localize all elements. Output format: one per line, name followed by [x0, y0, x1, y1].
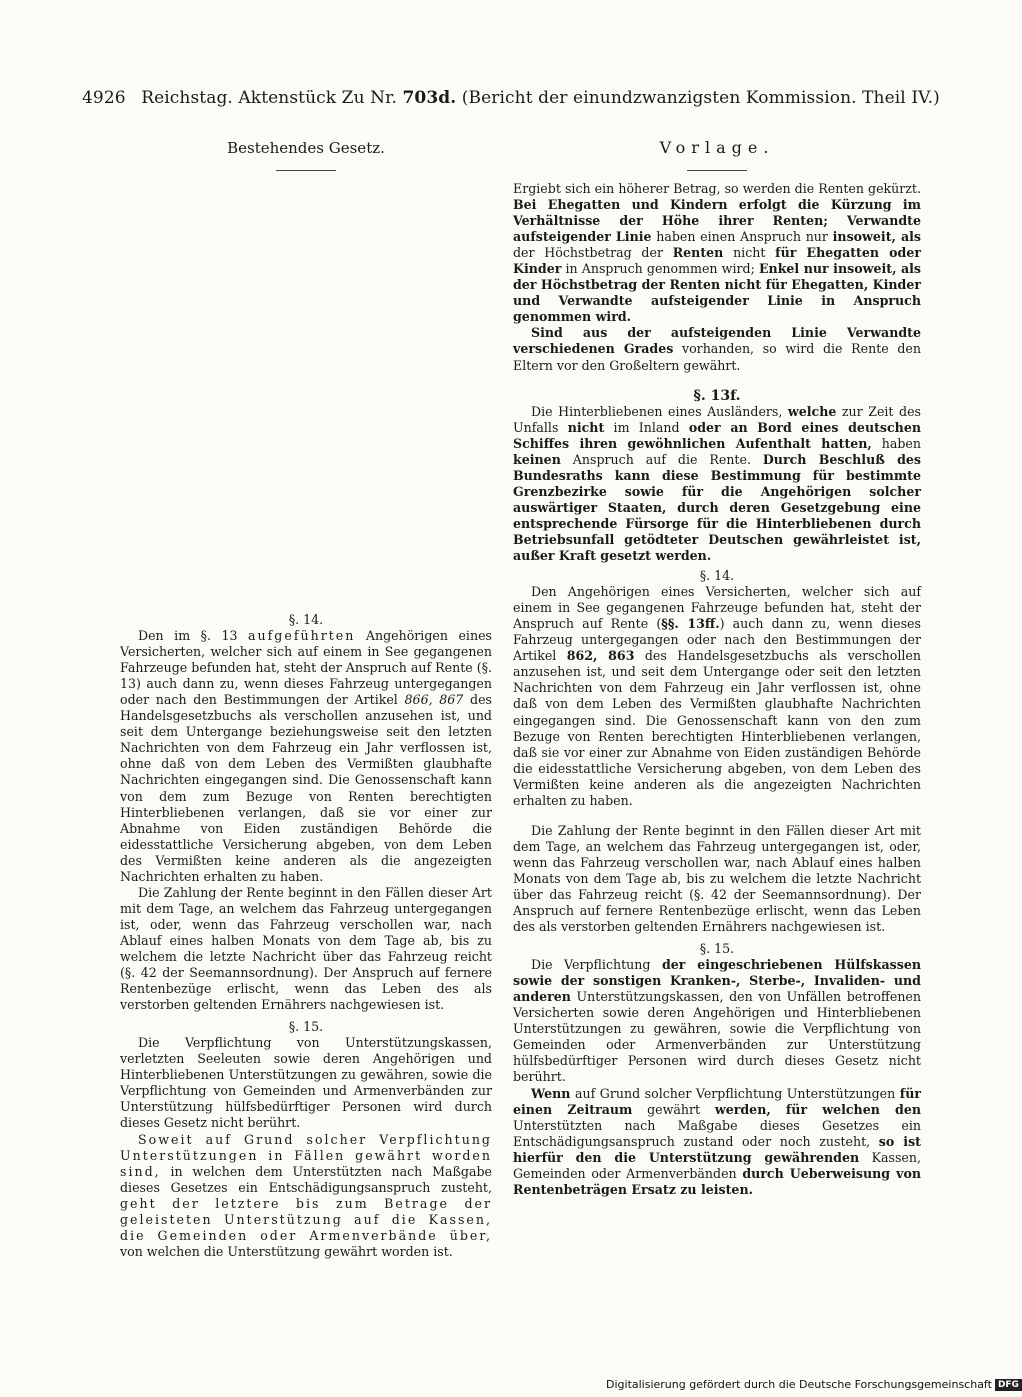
left-s14-heading: §. 14.	[288, 612, 324, 627]
right-s15-paragraph-2	[513, 1086, 921, 1198]
text-run: Anspruch auf die Rente.	[560, 451, 763, 467]
text-run: Kassen, Gemeinden oder Armenverbänden	[513, 1149, 922, 1181]
right-s14-paragraph-1	[513, 584, 921, 809]
right-s15-paragraph-1	[513, 957, 921, 1085]
spaced-text: geht der letztere bis zum Betrage der geleisteten Unterstützung auf die Kassen, die Gemeinden oder Armenverbände über,	[120, 1195, 492, 1243]
bold-text: welche	[787, 403, 837, 419]
right-column	[513, 140, 921, 1198]
right-s13f-heading: §. 13f.	[693, 387, 741, 404]
bold-text: nicht	[567, 419, 605, 435]
bold-text: Durch Beschluß des Bundesraths kann diese Bestimmung für bestimmte Grenzbezirke sowie für die Angehörigen solcher auswärtiger Staaten, durch deren Gesetzgebung eine entsprechende Fürsorge für die Hinterbliebenen durch Betriebsunfall getödteter Deutschen gewährleistet ist, außer Kraft gesetzt werden.	[513, 451, 921, 564]
text-run: Den Angehörigen eines Versicherten, welcher sich auf einem in See gegangenen Fahrzeuge befunden hat, steht der Anspruch auf Rente (	[513, 584, 921, 632]
bold-text: Sind aus der aufsteigenden Linie Verwandte verschiedenen Grades	[513, 325, 921, 357]
right-s13f-paragraph	[513, 404, 921, 564]
right-s14-heading: §. 14.	[699, 568, 735, 584]
left-s14-paragraph-1	[120, 628, 492, 885]
bold-text: insoweit, als	[832, 229, 921, 245]
header-title-prefix: Reichstag. Aktenstück Zu Nr.	[141, 88, 403, 108]
bold-text: oder an Bord eines deutschen Schiffes ihren gewöhnlichen Aufenthalt hatten,	[513, 419, 922, 451]
bold-text: durch Ueberweisung von Rentenbeträgen Ersatz zu leisten.	[513, 1165, 921, 1197]
left-s15-heading: §. 15.	[288, 1019, 324, 1035]
text-run: haben	[871, 435, 921, 451]
text-run: der Höchstbetrag der	[513, 245, 673, 261]
bold-text: §§. 13ff.	[661, 616, 720, 632]
digitization-footer	[606, 1378, 1022, 1391]
left-s15-paragraph-1: Die Verpflichtung von Unterstützungskassen, verletzten Seeleuten sowie deren Angehörigen und Hinterbliebenen Unterstützungen zu gewähren, sowie die Verpflichtung von Gemeinden und Armenverbänden zur Unterstützung hülfsbedürftiger Personen wird durch dieses Gesetz nicht berührt.	[120, 1035, 492, 1131]
text-run: Die Hinterbliebenen eines Ausländers,	[531, 403, 788, 419]
bold-text: Bei Ehegatten und Kindern erfolgt die Kürzung im Verhältnisse der Höhe ihrer Renten; Verwandte aufsteigender Linie	[513, 197, 921, 245]
spaced-text: aufgeführten	[248, 628, 356, 644]
page-number: 4926	[82, 88, 126, 108]
running-header	[82, 88, 940, 108]
bold-text: so ist hierfür den die Unterstützung gewährenden	[513, 1133, 921, 1165]
text-run: in welchen dem Unterstützten nach Maßgabe dieses Gesetzes ein Entschädigungsanspruch zusteht,	[120, 1163, 492, 1195]
text-run: vorhanden, so wird die Rente den Eltern vor den Großeltern gewährt.	[513, 341, 921, 373]
text-run: haben einen Anspruch nur	[651, 229, 833, 245]
bold-text: der eingeschriebenen Hülfskassen sowie der sonstigen Kranken-, Sterbe-, Invaliden- und anderen	[513, 957, 921, 1005]
bold-text: keinen	[513, 451, 561, 467]
bold-text: werden, für welchen den	[714, 1101, 921, 1117]
text-run: Die Verpflichtung	[531, 957, 662, 973]
left-s15-paragraph-2	[120, 1132, 492, 1260]
text-run: ) auch dann zu, wenn dieses Fahrzeug untergegangen oder nach den Bestimmungen der Artikel	[513, 616, 921, 664]
right-grades-paragraph	[513, 325, 921, 373]
text-run: Ergiebt sich ein höherer Betrag, so werden die Renten gekürzt.	[513, 181, 921, 196]
text-run: des Handelsgesetzbuchs als verschollen anzusehen ist, und seit dem Untergange oder seit den letzten Nachrichten von dem Fahrzeug ein Jahr verflossen ist, ohne daß von dem Leben des Vermißten glaubhafte Nachrichten eingegangen sind. Die Genossenschaft kann von den zum Bezuge von Renten berechtigten Hinterbliebenen verlangen, daß sie vor einer zur Abnahme von Eiden zuständigen Behörde die eidesstattliche Versicherung abgeben, von dem Leben des Vermißten keine anderen als die angezeigten Nachrichten erhalten zu haben.	[513, 648, 921, 808]
right-title-rule	[687, 170, 747, 181]
right-s14-paragraph-2: Die Zahlung der Rente beginnt in den Fällen dieser Art mit dem Tage, an welchem das Fahrzeug untergegangen ist, oder, wenn das Fahrzeug verschollen war, nach Ablauf eines halben Monats von dem Tage ab, bis zu welchem die letzte Nachricht über das Fahrzeug reicht (§. 42 der Seemannsordnung). Der Anspruch auf fernere Rentenbezüge erlischt, wenn das Leben des als verstorben geltenden Ernährers nachgewiesen ist.	[513, 822, 921, 935]
text-run: Den im §. 13	[138, 628, 249, 644]
text-run: im Inland	[604, 419, 689, 435]
header-doc-number: 703d.	[402, 88, 457, 108]
right-column-title: Vorlage.	[659, 138, 775, 157]
article-reference: 862, 863	[566, 648, 635, 664]
bold-text: Renten	[672, 245, 724, 261]
text-run: zur Zeit des Unfalls	[513, 403, 921, 435]
bold-text: für Ehegatten oder Kinder	[513, 245, 922, 277]
text-run: Unterstützten nach Maßgabe dieses Gesetzes ein Entschädigungsanspruch zustand oder noch zusteht,	[513, 1117, 921, 1149]
dfg-logo: DFG	[995, 1379, 1022, 1391]
bold-text: Wenn	[531, 1085, 571, 1101]
footer-text: Digitalisierung gefördert durch die Deutsche Forschungsgemeinschaft	[606, 1378, 992, 1391]
text-run: des Handelsgesetzbuchs als verschollen anzusehen ist, und seit dem Untergange beziehungsweise seit den letzten Nachrichten von dem Fahrzeug ein Jahr verflossen ist, ohne daß von dem Leben des Vermißten glaubhafte Nachrichten eingegangen sind. Die Genossenschaft kann von dem zum Bezuge von Renten berechtigten Hinterbliebenen verlangen, daß sie vor einer zur Abnahme von Eiden zuständigen Behörde die eidesstattliche Versicherung abgeben, von dem Leben des Vermißten keine anderen als die angezeigten Nachrichten erhalten zu haben.	[120, 692, 493, 884]
spaced-text: Soweit auf Grund solcher Verpflichtung Unterstützungen in Fällen gewährt worden sind,	[120, 1131, 492, 1179]
left-title-rule	[276, 170, 336, 181]
left-column	[120, 140, 492, 1260]
left-s14-paragraph-2: Die Zahlung der Rente beginnt in den Fällen dieser Art mit dem Tage, an welchem das Fahrzeug untergegangen ist, oder, wenn das Fahrzeug verschollen war, nach Ablauf eines halben Monats von dem Tage ab, bis zu welchem die letzte Nachricht über das Fahrzeug reicht (§. 42 der Seemannsordnung). Der Anspruch auf fernere Rentenbezüge erlischt, wenn das Leben des als verstorben geltenden Ernährers nachgewiesen ist.	[120, 884, 492, 1013]
bold-text: Enkel nur insoweit, als der Höchstbetrag der Renten nicht für Ehegatten, Kinder und Verwandte aufsteigender Linie in Anspruch genommen wird.	[513, 261, 921, 325]
text-run: Angehörigen eines Versicherten, welcher sich auf einem in See gegangenen Fahrzeuge befunden hat, steht der Anspruch auf Rente (§. 13) auch dann zu, wenn dieses Fahrzeug untergegangen oder nach den Bestimmungen der Artikel	[120, 628, 492, 708]
right-s15-heading: §. 15.	[699, 941, 735, 957]
text-run: von welchen die Unterstützung gewährt worden ist.	[120, 1243, 453, 1259]
text-run: auf Grund solcher Verpflichtung Unterstützungen	[570, 1085, 900, 1101]
article-reference: 866, 867	[404, 692, 464, 708]
left-column-title: Bestehendes Gesetz.	[227, 139, 385, 157]
text-run: Unterstützungskassen, den von Unfällen betroffenen Versicherten sowie deren Angehörigen und Hinterbliebenen Unterstützungen zu gewähren, sowie die Verpflichtung von Gemeinden oder Armenverbänden zur Unterstützung hülfsbedürftiger Personen wird durch dieses Gesetz nicht berührt.	[513, 989, 921, 1085]
header-title-suffix: (Bericht der einundzwanzigsten Kommission. Theil IV.)	[456, 88, 940, 108]
bold-text: für einen Zeitraum	[513, 1085, 921, 1117]
text-run: gewährt	[632, 1101, 715, 1117]
right-continuation-paragraph	[513, 181, 921, 325]
text-run: in Anspruch genommen wird;	[561, 261, 759, 277]
text-run: nicht	[723, 245, 776, 261]
